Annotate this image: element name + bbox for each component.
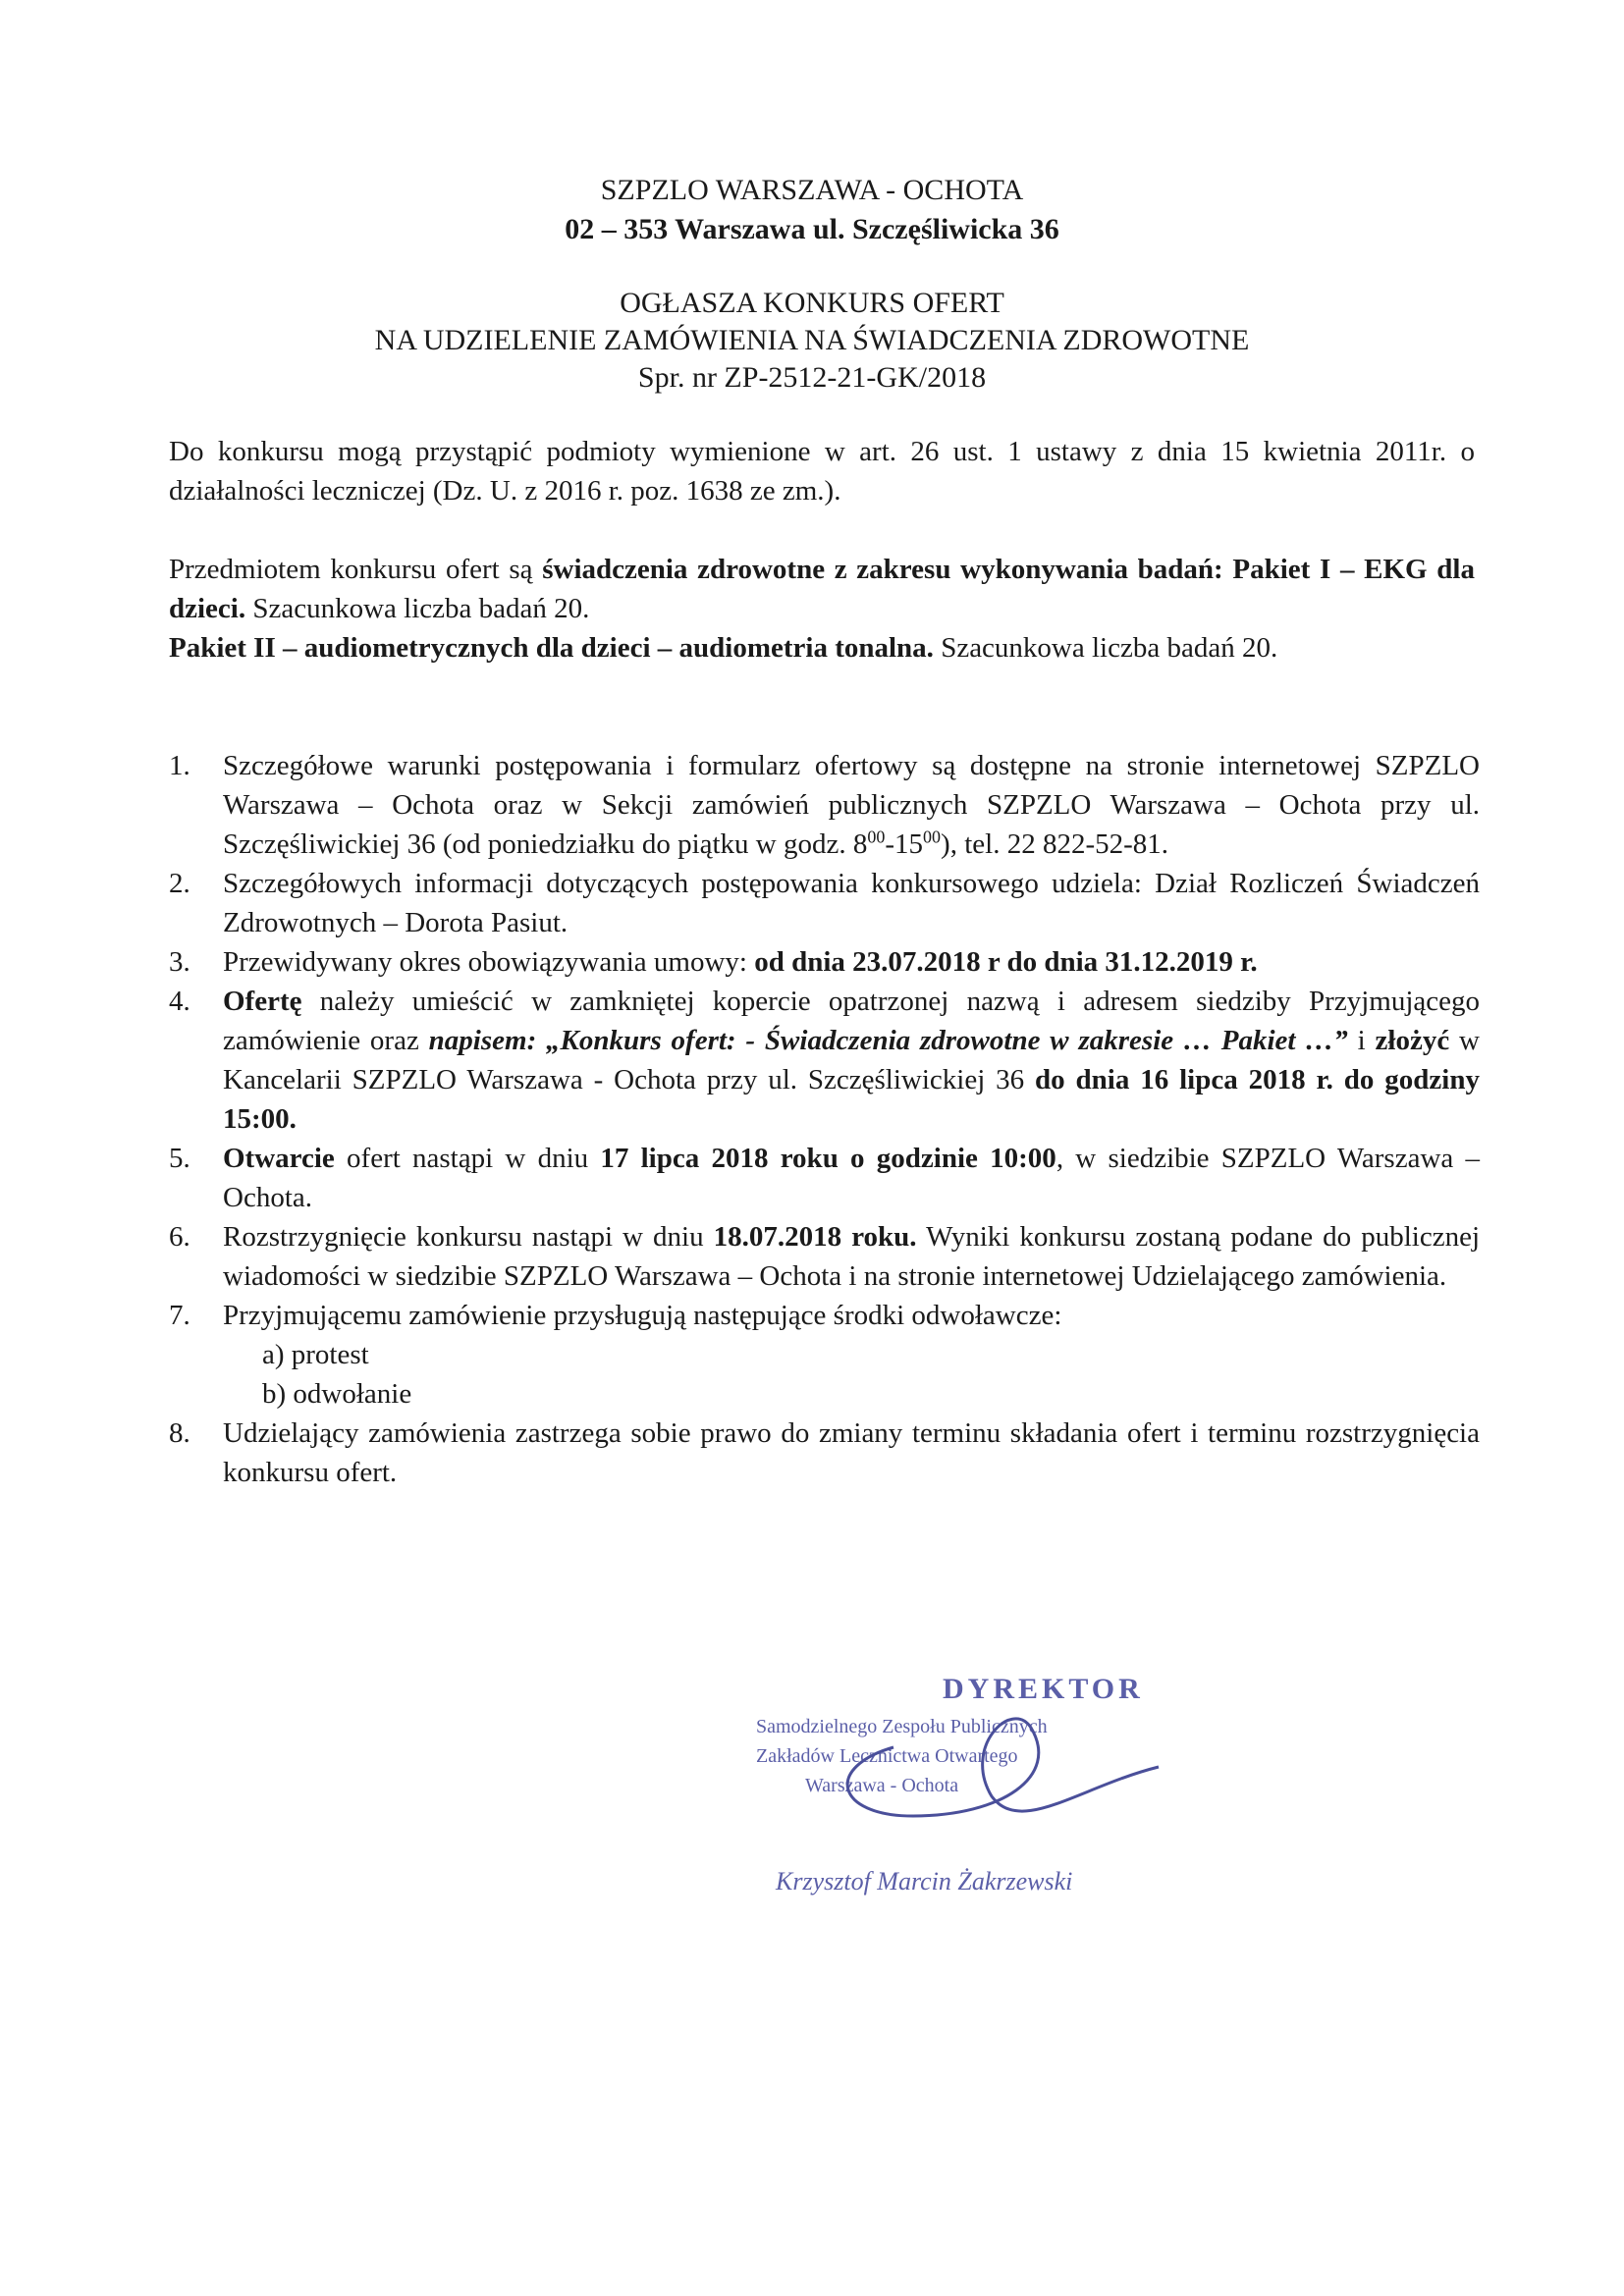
item-number: 1. <box>169 750 190 781</box>
list-item <box>169 942 1480 982</box>
item-text: w Kancelarii SZPZLO Warszawa - Ochota przy ul. Szczęśliwickiej 36 <box>223 1025 1480 1095</box>
eligibility-text: Do konkursu mogą przystąpić podmioty wymienione w art. 26 ust. 1 ustawy z dnia 15 kwietnia 2011r. o działalności leczniczej (Dz. U. z 2016 r. poz. 1638 ze zm.). <box>169 436 1475 507</box>
stamp-line: Warszawa - Ochota <box>805 1775 959 1796</box>
subject-package-2: Pakiet II – audiometrycznych dla dzieci – audiometria tonalna. <box>169 632 934 664</box>
subject-lead: Przedmiotem konkursu ofert są <box>169 554 543 585</box>
item-text: -15 <box>885 828 924 860</box>
list-item <box>169 1217 1480 1296</box>
item-number: 3. <box>169 946 190 978</box>
intro-paragraph <box>169 432 1475 510</box>
list-item <box>169 1414 1480 1492</box>
signature-name: Krzysztof Marcin Żakrzewski <box>776 1867 1073 1896</box>
announcement-title: OGŁASZA KONKURS OFERT <box>620 287 1004 319</box>
subject-package-1: świadczenia zdrowotne z zakresu wykonywania badań: Pakiet I – EKG dla dzieci. <box>169 554 1475 624</box>
announcement-subtitle: NA UDZIELENIE ZAMÓWIENIA NA ŚWIADCZENIA ZDROWOTNE <box>374 324 1250 356</box>
item-text: Rozstrzygnięcie konkursu nastąpi w dniu <box>223 1221 714 1253</box>
item-emphasis: złożyć <box>1375 1025 1450 1056</box>
list-item <box>169 746 1480 864</box>
item-number: 7. <box>169 1300 190 1331</box>
item-number: 2. <box>169 868 190 899</box>
envelope-label: napisem: „Konkurs ofert: - Świadczenia zdrowotne w zakresie … Pakiet …” <box>428 1025 1348 1056</box>
hour-superscript: 00 <box>867 827 886 847</box>
item-text: ofert nastąpi w dniu <box>334 1143 601 1174</box>
item-text: należy umieścić w zamkniętej kopercie opatrzonej nazwą i adresem siedziby Przyjmującego zamówienie oraz <box>223 986 1480 1056</box>
list-item <box>169 982 1480 1139</box>
list-item <box>169 864 1480 942</box>
stamp-line: Samodzielnego Zespołu Publicznych <box>756 1716 1048 1737</box>
item-text: Szczegółowych informacji dotyczących postępowania konkursowego udziela: Dział Rozliczeń Świadczeń Zdrowotnych – Dorota Pasiut. <box>223 868 1480 938</box>
submission-deadline: do dnia 16 lipca 2018 r. do godziny 15:00. <box>223 1064 1480 1135</box>
resolution-date: 18.07.2018 roku. <box>713 1221 917 1253</box>
item-emphasis: Otwarcie <box>223 1143 335 1174</box>
org-address: 02 – 353 Warszawa ul. Szczęśliwicka 36 <box>565 213 1059 245</box>
item-text: i <box>1347 1025 1376 1056</box>
remedy-protest: a) protest <box>262 1339 369 1370</box>
stamp-line: Zakładów Lecznictwa Otwartego <box>756 1745 1018 1767</box>
hour-superscript: 00 <box>923 827 942 847</box>
org-name: SZPZLO WARSZAWA - OCHOTA <box>600 174 1024 206</box>
item-text: , w siedzibie SZPZLO Warszawa – Ochota. <box>223 1143 1480 1213</box>
item-text: Przyjmującemu zamówienie przysługują następujące środki odwoławcze: <box>223 1300 1062 1331</box>
case-reference: Spr. nr ZP-2512-21-GK/2018 <box>637 361 987 394</box>
item-number: 6. <box>169 1221 190 1253</box>
list-item <box>169 1296 1480 1414</box>
item-text: Szczegółowe warunki postępowania i formularz ofertowy są dostępne na stronie internetowej SZPZLO Warszawa – Ochota oraz w Sekcji zamówień publicznych SZPZLO Warszawa – Ochota przy ul. Szczęśliwickiej 36 (od poniedziałku do piątku w godz. 8 <box>223 750 1480 860</box>
item-text: Wyniki konkursu zostaną podane do publicznej wiadomości w siedzibie SZPZLO Warszawa – Ochota i na stronie internetowej Udzielającego zamówienia. <box>223 1221 1481 1292</box>
stamp-graphic <box>746 1669 1178 1924</box>
item-text: Przewidywany okres obowiązywania umowy: <box>223 946 755 978</box>
item-emphasis: Ofertę <box>223 986 302 1017</box>
item-number: 5. <box>169 1143 190 1174</box>
subject-estimate-1: Szacunkowa liczba badań 20. <box>245 593 590 624</box>
subject-estimate-2: Szacunkowa liczba badań 20. <box>933 632 1278 664</box>
item-number: 4. <box>169 986 190 1017</box>
opening-date: 17 lipca 2018 roku o godzinie 10:00 <box>600 1143 1056 1174</box>
subject-paragraph <box>169 550 1475 667</box>
conditions-list <box>169 746 1480 1492</box>
stamp-title: DYREKTOR <box>943 1673 1144 1705</box>
remedy-appeal: b) odwołanie <box>262 1378 412 1410</box>
list-item <box>169 1139 1480 1217</box>
director-stamp <box>746 1669 1178 1924</box>
contract-period: od dnia 23.07.2018 r do dnia 31.12.2019 r. <box>754 946 1258 978</box>
item-text: Udzielający zamówienia zastrzega sobie prawo do zmiany terminu składania ofert i terminu rozstrzygnięcia konkursu ofert. <box>223 1417 1480 1488</box>
item-number: 8. <box>169 1417 190 1449</box>
item-text: ), tel. 22 822-52-81. <box>941 828 1169 860</box>
